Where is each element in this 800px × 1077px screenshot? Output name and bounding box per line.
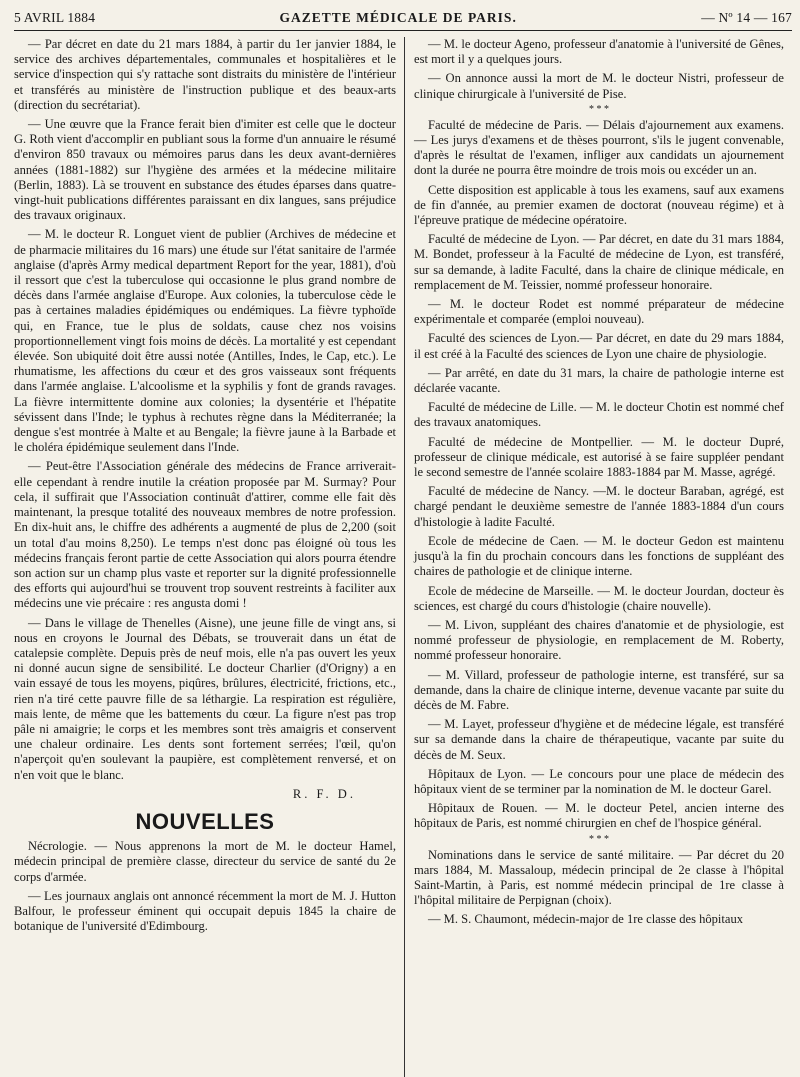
section-title: NOUVELLES <box>135 808 275 834</box>
paragraph: — Peut-être l'Association générale des médecins de France arriverait-elle cependant à rendre inutile la création proposée par M. Surmay? Pour cela, il suffirait que l'Association continuât d'attirer, comme elle fait dès maintenant, la presque totalité des nouveaux membres de notre profession. En dix-huit ans, le chiffre des adhérents a augmenté de plus de 2,200 (soit un total d'au moins 8,250). Le temps n'est donc pas éloigné où tous les médecins français feront partie de cette Association qui alors pourra étendre son action sur un champ plus vaste et reporter sur la dignité professionnelle des efforts qui aujourd'hui se trouvent trop souvent restreints à faciliter aux médecins une vie précaire : res angusta domi ! <box>14 459 396 611</box>
paragraph: Faculté de médecine de Montpellier. — M. le docteur Dupré, professeur de clinique médicale, est autorisé à se faire suppléer pendant le second semestre de l'année scolaire 1883-1884 par M. Masse, agrégé. <box>414 434 784 480</box>
columns <box>14 37 792 1077</box>
section-separator: * * * <box>589 103 609 115</box>
paragraph: — Par arrêté, en date du 31 mars, la chaire de pathologie interne est déclarée vacante. <box>414 365 784 396</box>
paragraph: Nécrologie. — Nous apprenons la mort de M. le docteur Hamel, médecin principal de première classe, directeur du service de santé du 2e corps d'armée. <box>14 839 396 884</box>
issue-date: 5 AVRIL 1884 <box>14 10 96 25</box>
journal-title: GAZETTE MÉDICALE DE PARIS. <box>279 10 517 25</box>
paragraph: Faculté de médecine de Lille. — M. le docteur Chotin est nommé chef des travaux anatomiques. <box>414 400 784 430</box>
left-column <box>14 37 405 1077</box>
paragraph: — M. le docteur Rodet est nommé préparateur de médecine expérimentale et comparée (emploi nouveau). <box>414 297 784 327</box>
paragraph: — Par décret en date du 21 mars 1884, à partir du 1er janvier 1884, le service des archives départementales, communales et hospitalières et le service d'inspection qui s'y rattache sont distraits du ministère de l'intérieur et transférés au ministère de l'instruction publique et des beaux-arts (direction du secrétariat). <box>14 37 396 112</box>
page-header <box>14 10 792 31</box>
paragraph: — M. S. Chaumont, médecin-major de 1re classe des hôpitaux <box>428 912 743 927</box>
paragraph: Hôpitaux de Lyon. — Le concours pour une place de médecin des hôpitaux vient de se terminer par la nomination de M. le docteur Garel. <box>414 766 784 796</box>
page-number: — Nº 14 — 167 <box>701 10 792 25</box>
paragraph: Faculté de médecine de Lyon. — Par décret, en date du 31 mars 1884, M. Bondet, professeur à la Faculté de médecine de Lyon, est transféré, sur sa demande, à ladite Faculté, dans la chaire de clinique médicale, en remplacement de M. Teissier, nommé professeur honoraire. <box>414 232 784 292</box>
right-column <box>405 37 784 1077</box>
section-separator: * * * <box>589 833 609 845</box>
signature: R. F. D. <box>292 786 356 801</box>
paragraph: — Les journaux anglais ont annoncé récemment la mort de M. J. Hutton Balfour, le professeur éminent qui occupait depuis 1845 la chaire de botanique de l'université d'Edimbourg. <box>14 888 396 934</box>
paragraph: Faculté de médecine de Paris. — Délais d'ajournement aux examens. — Les jurys d'examens et de thèses pourront, s'ils le jugent convenable, d'après le résultat de l'examen, infliger aux candidats un ajournement dont la durée ne pourra être moindre de trois mois ou excéder un an. <box>414 117 784 178</box>
paragraph: — M. Villard, professeur de pathologie interne, est transféré, sur sa demande, dans la chaire de clinique interne, devenue vacante par suite du décès de M. Fabre. <box>414 667 784 712</box>
paragraph: Faculté des sciences de Lyon.— Par décret, en date du 29 mars 1884, il est créé à la Faculté des sciences de Lyon une chaire de physiologie. <box>414 331 784 361</box>
paragraph: Ecole de médecine de Caen. — M. le docteur Gedon est maintenu jusqu'à la fin du prochain concours dans les fonctions de suppléant des chaires de pathologie et de clinique interne. <box>414 533 784 579</box>
paragraph: — Une œuvre que la France ferait bien d'imiter est celle que le docteur G. Roth vient d'accomplir en publiant sous la forme d'un annuaire le résumé d'environ 850 travaux ou mémoires parus dans les deux avant-dernières années (1881-1882) sur l'hygiène des armées et la médecine militaire (Berlin, 1883). Là se trouvent en substance des études éparses dans quatre-vingt-huit publications différentes paraissant en dix langues, sans préjudice des travaux originaux. <box>14 117 396 223</box>
paragraph: Faculté de médecine de Nancy. —M. le docteur Baraban, agrégé, est chargé pendant le deuxième semestre de l'année 1883-1884 d'un cours d'histologie à ladite Faculté. <box>414 484 784 529</box>
paragraph: — M. Layet, professeur d'hygiène et de médecine légale, est transféré sur sa demande dans la chaire de thérapeutique, vacante par suite du décès de M. Seux. <box>414 717 784 762</box>
paragraph: Hôpitaux de Rouen. — M. le docteur Petel, ancien interne des hôpitaux de Paris, est nommé chirurgien en chef de l'hospice général. <box>414 801 784 831</box>
paragraph: Cette disposition est applicable à tous les examens, sauf aux examens de fin d'année, au premier examen de doctorat (nouveau régime) et à l'épreuve pratique de médecine opératoire. <box>414 182 784 228</box>
paragraph: — M. le docteur R. Longuet vient de publier (Archives de médecine et de pharmacie militaires du 16 mars) une étude sur l'état sanitaire de l'armée anglaise (d'après Army medical department Report for the year, 1881), d'où il ressort que c'est la tuberculose qui occasionne le plus grand nombre de décès dans l'armée anglaise d'Europe. Aux colonies, la tuberculose cède le pas à certaines maladies épidémiques ou endémiques. La fièvre typhoïde qui, en France, tue le plus de soldats, cause chez nos voisins proportionnellement vingt fois moins de décès. La mortalité y est cependant élevée. Son ubiquité doit être aussi notée (Antilles, Indes, le Cap, etc.). Le rhumatisme, les affections du cœur et des gros vaisseaux sont fréquents dans l'armée anglaise. L'alcoolisme et la syphilis y font de grands ravages. La fièvre intermittente domine aux colonies; la dysentérie et l'hépatite sévissent dans l'Inde; le typhus à rechutes règne dans la Méditerranée; la dengue s'est montrée à Malte et au Bengale; la fièvre jaune à la Barbade et le choléra épidémique seulement dans l'Inde. <box>14 227 396 455</box>
paragraph: — M. le docteur Ageno, professeur d'anatomie à l'université de Gênes, est mort il y a quelques jours. <box>414 37 784 67</box>
paragraph: Ecole de médecine de Marseille. — M. le docteur Jourdan, docteur ès sciences, est chargé du cours d'histologie (chaire nouvelle). <box>414 583 784 613</box>
paragraph: — Dans le village de Thenelles (Aisne), une jeune fille de vingt ans, si nous en croyons le Journal des Débats, se trouverait dans un état de catalepsie complète. Depuis près de neuf mois, elle n'a pas ouvert les yeux ni donné aucun signe de sensibilité. Le docteur Charlier (d'Origny) a en vain essayé de tous les moyens, piqûres, brûlures, électricité, frictions, etc., rien n'a tiré cette pauvre fille de sa léthargie. La respiration est régulière, mais lente, de même que les battements du cœur. La figure n'est pas trop pâle ni amaigrie; le corps et les membres sont très amaigris et conservent une chaleur ordinaire. Les dents sont fortement serrées; l'œil, qu'on n'aperçoit qu'en soulevant la paupière, est complètement renversé, et on n'en voit que le blanc. <box>14 615 396 782</box>
paragraph: — On annonce aussi la mort de M. le docteur Nistri, professeur de clinique chirurgicale à l'université de Pise. <box>414 71 784 101</box>
paragraph: — M. Livon, suppléant des chaires d'anatomie et de physiologie, est nommé professeur de physiologie, en remplacement de M. Roberty, nommé professeur honoraire. <box>414 617 784 663</box>
paragraph: Nominations dans le service de santé militaire. — Par décret du 20 mars 1884, M. Massaloup, médecin principal de 2e classe à l'hôpital Saint-Martin, à Paris, est nommé médecin principal de 1re classe à l'hôpital militaire de Perpignan (choix). <box>414 847 784 908</box>
